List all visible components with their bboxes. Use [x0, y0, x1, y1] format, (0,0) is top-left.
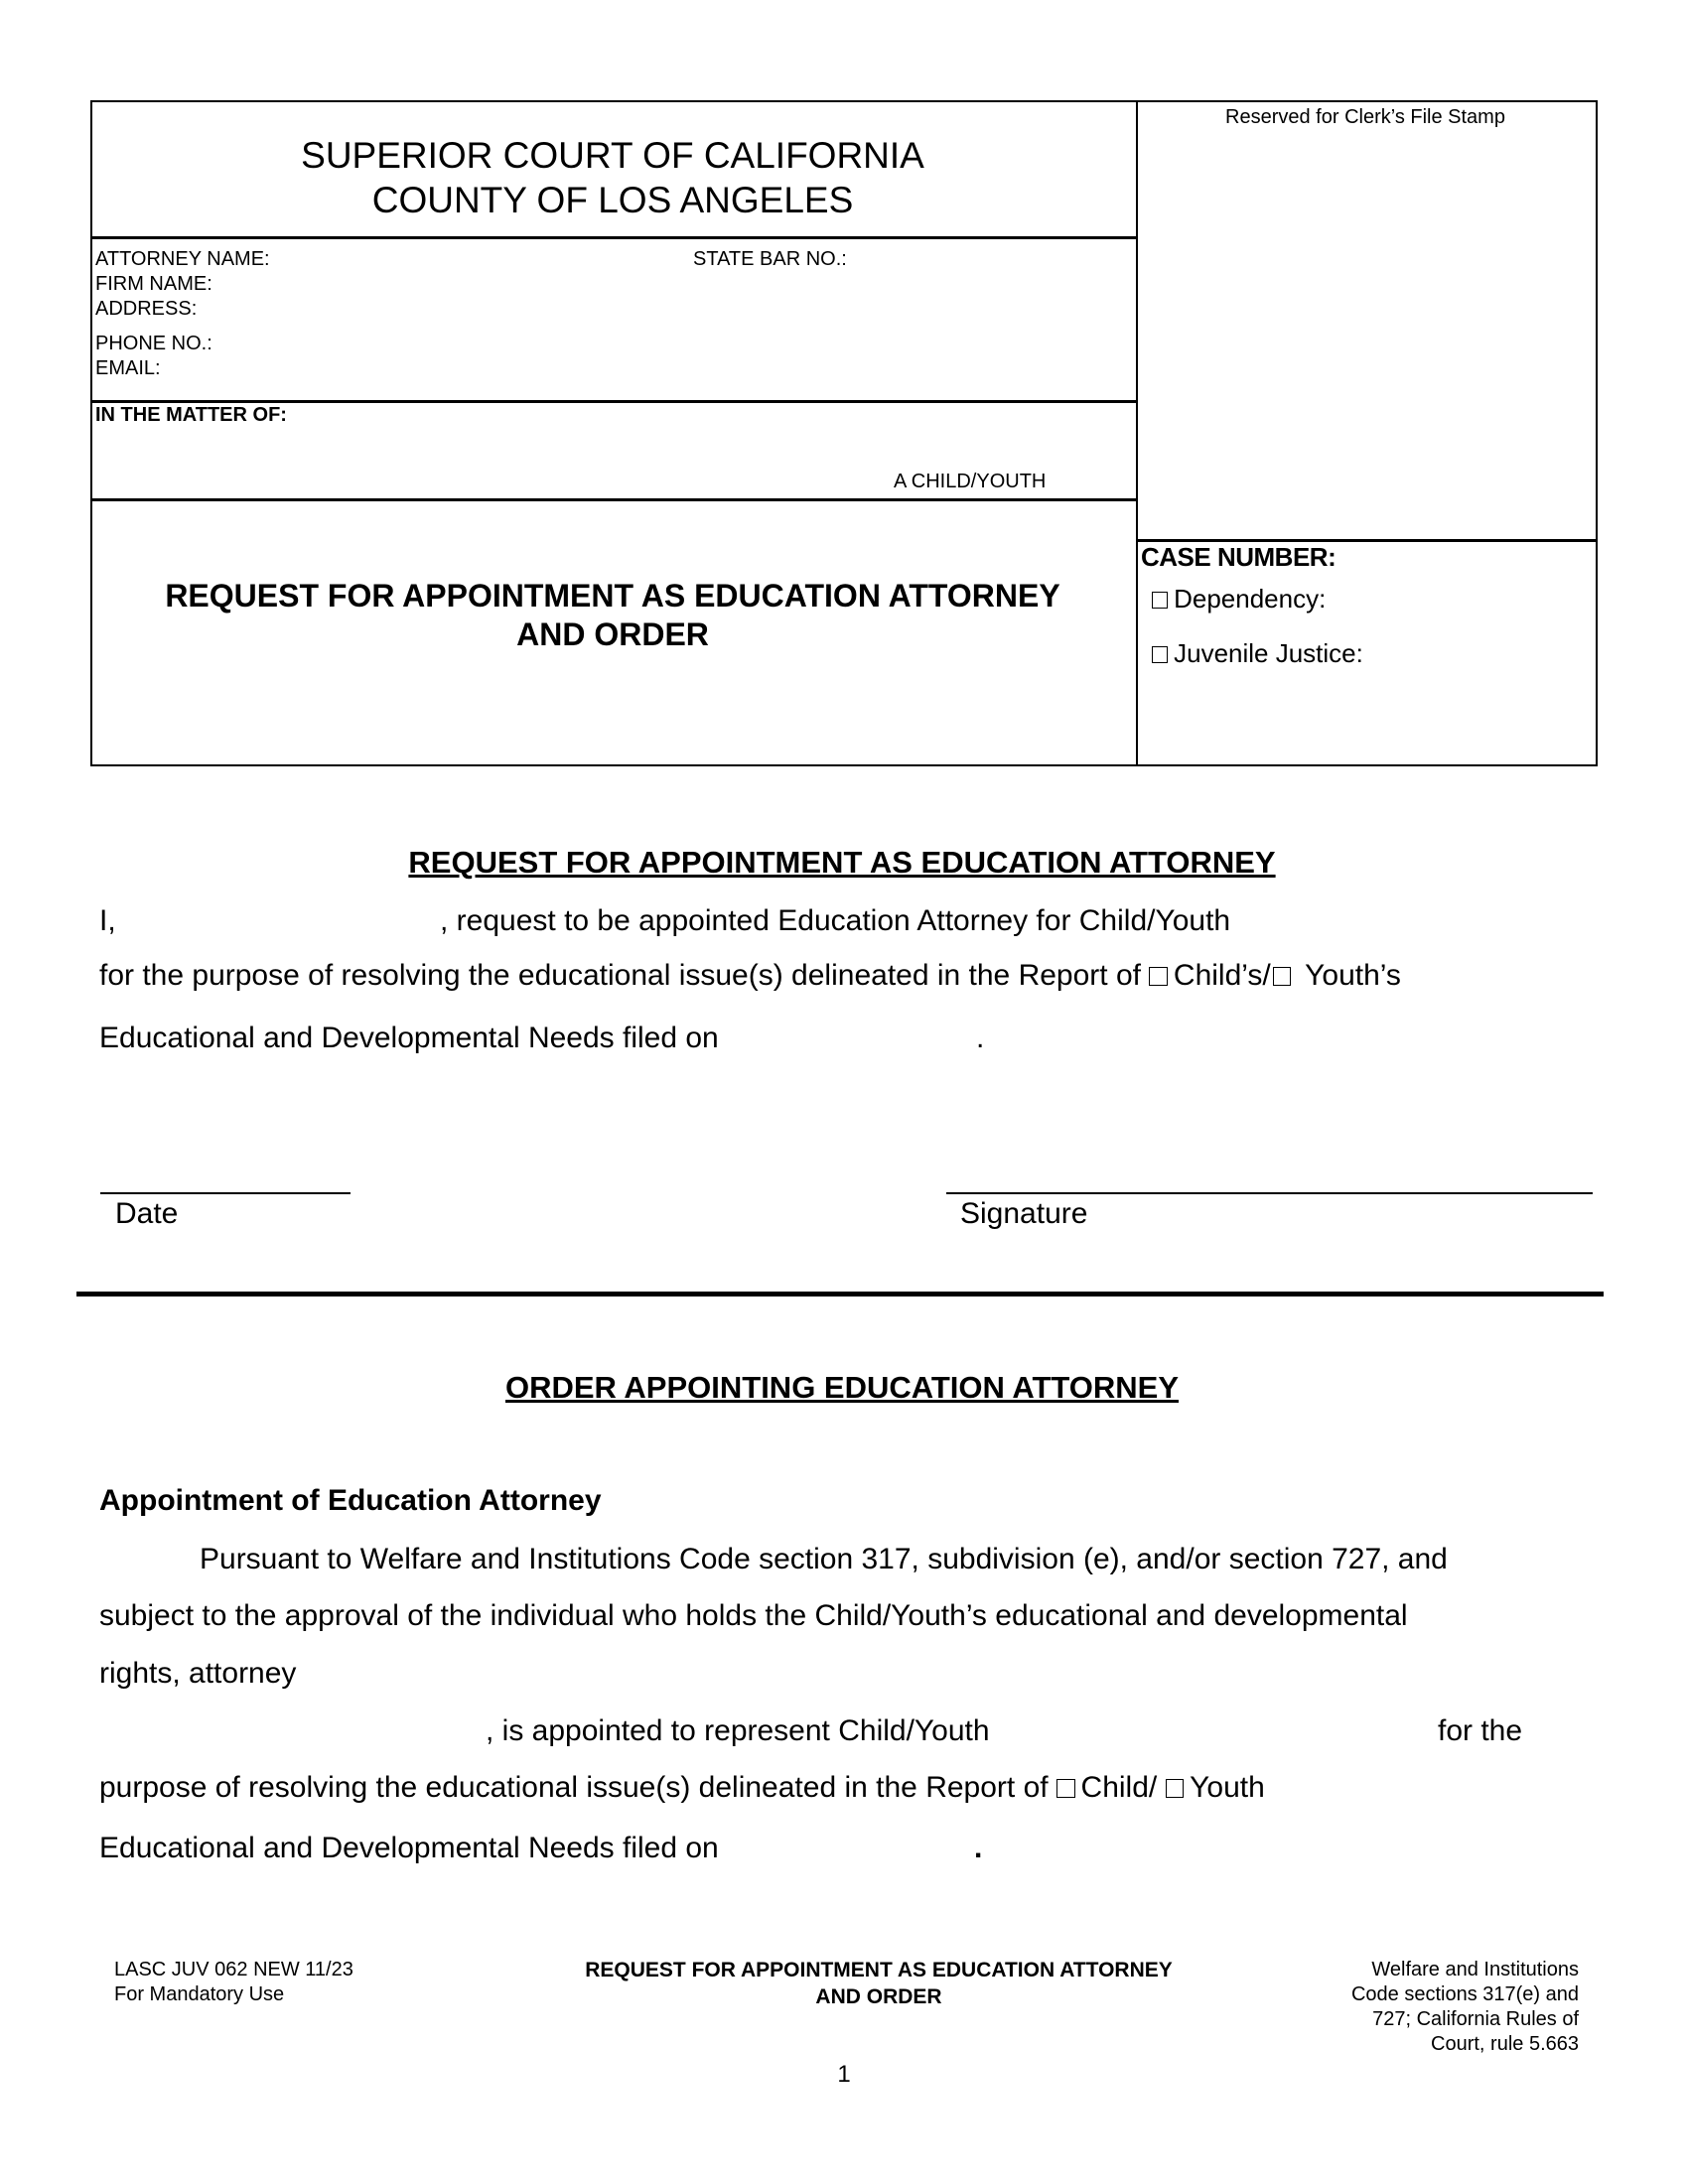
- firm-name-field[interactable]: FIRM NAME:: [95, 273, 212, 295]
- request-heading: REQUEST FOR APPOINTMENT AS EDUCATION ATTORNEY: [408, 845, 1276, 880]
- order-text: [99, 1773, 1265, 1803]
- email-field[interactable]: EMAIL:: [95, 357, 161, 379]
- request-text: , request to be appointed Education Attorney for Child/Youth: [440, 904, 1231, 937]
- child-label: Child/: [1080, 1771, 1166, 1804]
- mandatory-use: For Mandatory Use: [114, 1983, 285, 2005]
- youths-label: Youth’s: [1297, 959, 1401, 992]
- signature-label: Signature: [960, 1197, 1088, 1230]
- youths-checkbox[interactable]: [1273, 967, 1292, 986]
- footer-citation: Welfare and Institutions: [1371, 1959, 1579, 1980]
- footer-citation: Code sections 317(e) and: [1350, 1983, 1579, 2005]
- caption-column-divider: [1136, 100, 1138, 766]
- request-text: Educational and Developmental Needs filed on: [99, 1022, 719, 1054]
- order-heading: ORDER APPOINTING EDUCATION ATTORNEY: [504, 1370, 1180, 1405]
- phone-field[interactable]: PHONE NO.:: [95, 333, 212, 354]
- order-subheading: Appointment of Education Attorney: [99, 1484, 602, 1517]
- date-label: Date: [115, 1197, 179, 1230]
- order-text: Pursuant to Welfare and Institutions Code section 317, subdivision (e), and/or section 727, and: [200, 1543, 1448, 1575]
- form-id: LASC JUV 062 NEW 11/23: [114, 1959, 353, 1980]
- youth-checkbox[interactable]: [1166, 1779, 1185, 1798]
- divider: [90, 236, 1137, 239]
- request-text: [99, 961, 1401, 991]
- case-number-label: CASE NUMBER:: [1141, 542, 1336, 572]
- footer-title: REQUEST FOR APPOINTMENT AS EDUCATION ATTORNEY: [585, 1959, 1173, 1981]
- juvenile-justice-checkbox[interactable]: [1152, 640, 1363, 666]
- page-number: 1: [837, 2061, 851, 2088]
- dependency-checkbox[interactable]: [1152, 586, 1326, 612]
- order-period: .: [974, 1832, 983, 1864]
- order-text: rights, attorney: [99, 1657, 297, 1690]
- order-text-part: purpose of resolving the educational issue(s) delineated in the Report of: [99, 1771, 1049, 1804]
- county-name: COUNTY OF LOS ANGELES: [371, 180, 854, 220]
- request-period: .: [976, 1022, 985, 1054]
- section-separator: [76, 1292, 1604, 1297]
- divider: [90, 400, 1137, 403]
- footer-title-line2: AND ORDER: [815, 1985, 942, 2008]
- child-checkbox[interactable]: [1056, 1779, 1075, 1798]
- court-name: SUPERIOR COURT OF CALIFORNIA: [301, 135, 924, 176]
- childs-label: Child’s/: [1173, 959, 1271, 992]
- request-text-part: for the purpose of resolving the educational issue(s) delineated in the Report of: [99, 959, 1141, 992]
- form-title: REQUEST FOR APPOINTMENT AS EDUCATION ATTORNEY: [165, 578, 1060, 614]
- signature-line[interactable]: [946, 1192, 1593, 1194]
- clerk-stamp-label: Reserved for Clerk’s File Stamp: [1225, 106, 1505, 128]
- date-line[interactable]: [100, 1192, 351, 1194]
- form-title-line2: AND ORDER: [516, 616, 709, 652]
- order-text: for the: [1438, 1714, 1523, 1747]
- footer-citation: 727; California Rules of: [1372, 2008, 1579, 2030]
- youth-label: Youth: [1190, 1771, 1265, 1804]
- juvenile-justice-label: Juvenile Justice:: [1174, 638, 1363, 668]
- state-bar-field[interactable]: STATE BAR NO.:: [693, 248, 847, 270]
- request-text: I,: [99, 904, 116, 937]
- order-text: subject to the approval of the individual who holds the Child/Youth’s educational and developmental: [99, 1599, 1408, 1632]
- order-text: , is appointed to represent Child/Youth: [486, 1714, 990, 1747]
- divider: [90, 498, 1137, 501]
- checkbox-icon[interactable]: [1152, 592, 1168, 608]
- footer-citation: Court, rule 5.663: [1431, 2033, 1579, 2055]
- matter-field[interactable]: IN THE MATTER OF:: [95, 404, 287, 426]
- dependency-label: Dependency:: [1174, 584, 1327, 614]
- childs-checkbox[interactable]: [1149, 967, 1168, 986]
- address-field[interactable]: ADDRESS:: [95, 298, 198, 320]
- attorney-name-field[interactable]: ATTORNEY NAME:: [95, 248, 270, 270]
- child-youth-label: A CHILD/YOUTH: [894, 471, 1047, 492]
- checkbox-icon[interactable]: [1152, 646, 1168, 662]
- order-text: Educational and Developmental Needs filed on: [99, 1832, 719, 1864]
